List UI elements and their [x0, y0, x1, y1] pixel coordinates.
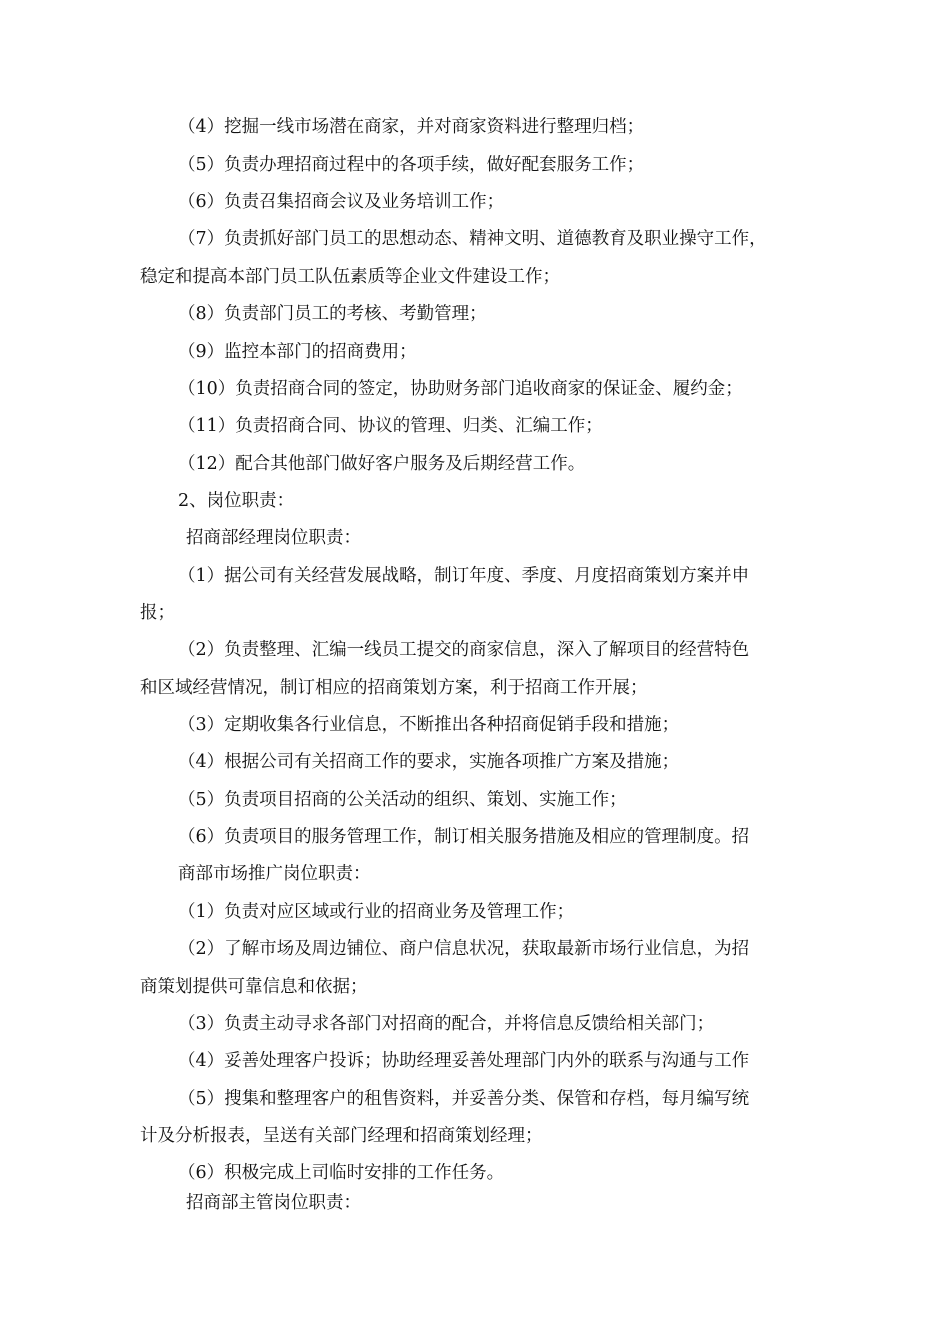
text-line: （1）负责对应区域或行业的招商业务及管理工作；	[178, 902, 575, 922]
text-line: （9）监控本部门的招商费用；	[178, 342, 417, 362]
text-line: （8）负责部门员工的考核、考勤管理；	[178, 304, 487, 324]
text-line: 商策划提供可靠信息和依据；	[140, 977, 368, 997]
text-line: （11）负责招商合同、协议的管理、归类、汇编工作；	[178, 416, 603, 436]
text-line: （12）配合其他部门做好客户服务及后期经营工作。	[178, 454, 586, 474]
text-line: （5）负责办理招商过程中的各项手续，做好配套服务工作；	[178, 155, 645, 175]
text-line: （5）负责项目招商的公关活动的组织、策划、实施工作；	[178, 790, 627, 810]
text-line: （6）积极完成上司临时安排的工作任务。	[178, 1163, 505, 1183]
text-line: 计及分析报表，呈送有关部门经理和招商策划经理；	[140, 1126, 543, 1146]
text-line: 商部市场推广岗位职责：	[178, 864, 371, 884]
text-line: 和区域经营情况，制订相应的招商策划方案，利于招商工作开展；	[140, 678, 648, 698]
text-line: （3）负责主动寻求各部门对招商的配合，并将信息反馈给相关部门；	[178, 1014, 715, 1034]
text-line: 稳定和提高本部门员工队伍素质等企业文件建设工作；	[140, 267, 560, 287]
text-line: （6）负责项目的服务管理工作，制订相关服务措施及相应的管理制度。招	[178, 827, 750, 847]
text-line: （5）搜集和整理客户的租售资料，并妥善分类、保管和存档，每月编写统	[178, 1089, 750, 1109]
text-line: （1）据公司有关经营发展战略，制订年度、季度、月度招商策划方案并申	[178, 566, 750, 586]
text-line: （10）负责招商合同的签定，协助财务部门追收商家的保证金、履约金；	[178, 379, 743, 399]
subsection-heading: 招商部经理岗位职责：	[186, 528, 361, 548]
section-heading: 2、岗位职责：	[178, 491, 295, 511]
text-line: （3）定期收集各行业信息，不断推出各种招商促销手段和措施；	[178, 715, 680, 735]
text-line: （7）负责抓好部门员工的思想动态、精神文明、道德教育及职业操守工作，	[178, 229, 767, 249]
text-line: 报；	[140, 603, 175, 623]
text-line: （4）妥善处理客户投诉；协助经理妥善处理部门内外的联系与沟通与工作	[178, 1051, 750, 1071]
text-line: （4）挖掘一线市场潜在商家，并对商家资料进行整理归档；	[178, 117, 645, 137]
subsection-heading: 招商部主管岗位职责：	[186, 1193, 361, 1213]
text-line: （6）负责召集招商会议及业务培训工作；	[178, 192, 505, 212]
text-line: （2）负责整理、汇编一线员工提交的商家信息，深入了解项目的经营特色	[178, 640, 750, 660]
text-line: （2）了解市场及周边铺位、商户信息状况，获取最新市场行业信息，为招	[178, 939, 750, 959]
text-line: （4）根据公司有关招商工作的要求，实施各项推广方案及措施；	[178, 752, 680, 772]
